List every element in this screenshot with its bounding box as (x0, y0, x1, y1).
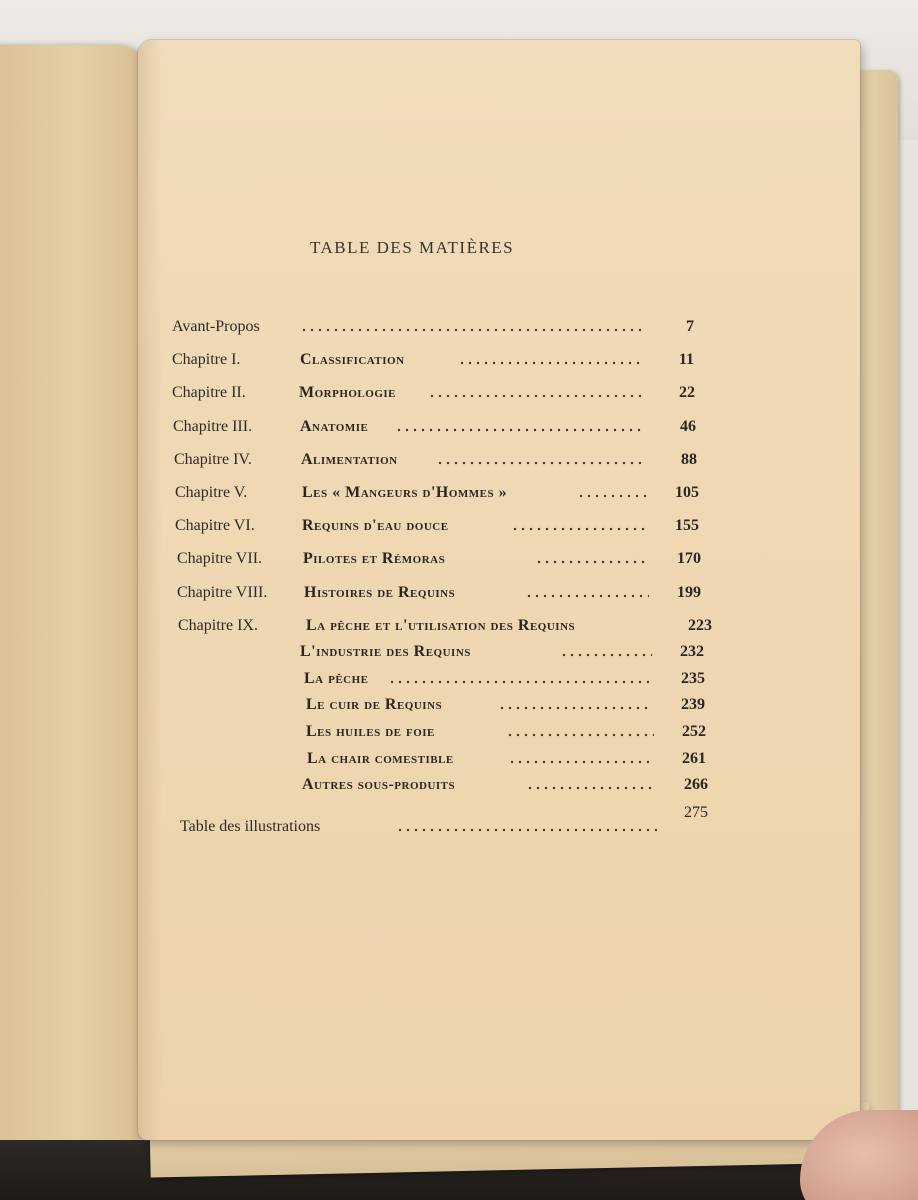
toc-entry-label: Chapitre VI. (175, 517, 255, 534)
toc-entry (172, 318, 712, 344)
toc-entry-label: Table des illustrations (180, 818, 321, 835)
toc-subentry (178, 643, 718, 669)
toc-subentry (178, 670, 718, 696)
left-page (0, 45, 155, 1140)
toc-entry-page: 199 (677, 584, 701, 601)
toc-entry-title: Les « Mangeurs d'Hommes » (302, 484, 508, 501)
toc-entry (177, 584, 717, 610)
toc-entry (175, 517, 715, 543)
toc-entry-page: 11 (678, 351, 694, 368)
toc-entry-title: Classification (300, 351, 405, 368)
toc-entry-page: 252 (682, 723, 706, 740)
leader-dots (506, 731, 654, 739)
toc-entry (177, 550, 717, 576)
leader-dots (428, 392, 644, 400)
leader-dots (396, 826, 658, 834)
toc-subentry (178, 696, 718, 722)
toc-entry-page: 223 (688, 617, 712, 634)
leader-dots (436, 459, 646, 467)
toc-entry-page: 266 (684, 776, 708, 793)
toc-subentry (178, 776, 718, 802)
toc-entry (173, 418, 713, 444)
toc-entry-page: 46 (680, 418, 696, 435)
toc-entry-title: Morphologie (299, 384, 396, 401)
toc-entry-title: Autres sous-produits (302, 776, 456, 793)
toc-entry-page: 22 (679, 384, 695, 401)
toc-entry (175, 484, 715, 510)
toc-entry-title: Les huiles de foie (306, 723, 435, 740)
toc-entry-page: 155 (675, 517, 699, 534)
toc-entry-page: 232 (680, 643, 704, 660)
toc-entry-page: 105 (675, 484, 699, 501)
toc-entry (172, 351, 712, 377)
toc-entry-title: La pêche (304, 670, 369, 687)
toc-entry (180, 804, 720, 844)
toc-entry-title: Pilotes et Rémoras (303, 550, 446, 567)
toc-entry-page: 275 (684, 804, 708, 821)
leader-dots (498, 704, 652, 712)
leader-dots (511, 525, 649, 533)
toc-entry-title: Histoires de Requins (304, 584, 456, 601)
toc-entry-page: 7 (686, 318, 694, 335)
toc-entry-title: Le cuir de Requins (306, 696, 443, 713)
toc-entry-label: Chapitre II. (172, 384, 246, 401)
toc-entry-label: Chapitre I. (172, 351, 241, 368)
toc-entry-page: 261 (682, 750, 706, 767)
leader-dots (525, 592, 649, 600)
leader-dots (560, 651, 652, 659)
toc-entry-page: 235 (681, 670, 705, 687)
leader-dots (577, 492, 649, 500)
toc-entry-title: Anatomie (300, 418, 369, 435)
toc-entry (174, 451, 714, 477)
toc-entry-title: La chair comestible (307, 750, 454, 767)
leader-dots (388, 678, 652, 686)
toc-entry-page: 88 (681, 451, 697, 468)
toc-heading: TABLE DES MATIÈRES (310, 238, 515, 257)
toc-entry (178, 617, 718, 643)
toc-entry-title: Alimentation (301, 451, 398, 468)
leader-dots (395, 426, 645, 434)
toc-entry (172, 384, 712, 410)
toc-entry-label: Chapitre V. (175, 484, 248, 501)
toc-entry-label: Chapitre VII. (177, 550, 263, 567)
leader-dots (458, 359, 644, 367)
leader-dots (526, 784, 656, 792)
toc-entry-page: 170 (677, 550, 701, 567)
toc-entry-label: Chapitre VIII. (177, 584, 268, 601)
leader-dots (535, 558, 649, 566)
toc-entry-title: La pêche et l'utilisation des Requins (306, 617, 576, 634)
leader-dots (508, 758, 654, 766)
toc-subentry (178, 723, 718, 749)
toc-entry-title: L'industrie des Requins (300, 643, 471, 660)
leader-dots (300, 326, 642, 334)
toc-entry-label: Avant-Propos (172, 318, 260, 335)
toc-entry-label: Chapitre IX. (178, 617, 258, 634)
toc-entry-label: Chapitre IV. (174, 451, 252, 468)
toc-entry-label: Chapitre III. (173, 418, 253, 435)
toc-subentry (178, 750, 718, 776)
toc-entry-page: 239 (681, 696, 705, 713)
toc-entry-title: Requins d'eau douce (302, 517, 449, 534)
